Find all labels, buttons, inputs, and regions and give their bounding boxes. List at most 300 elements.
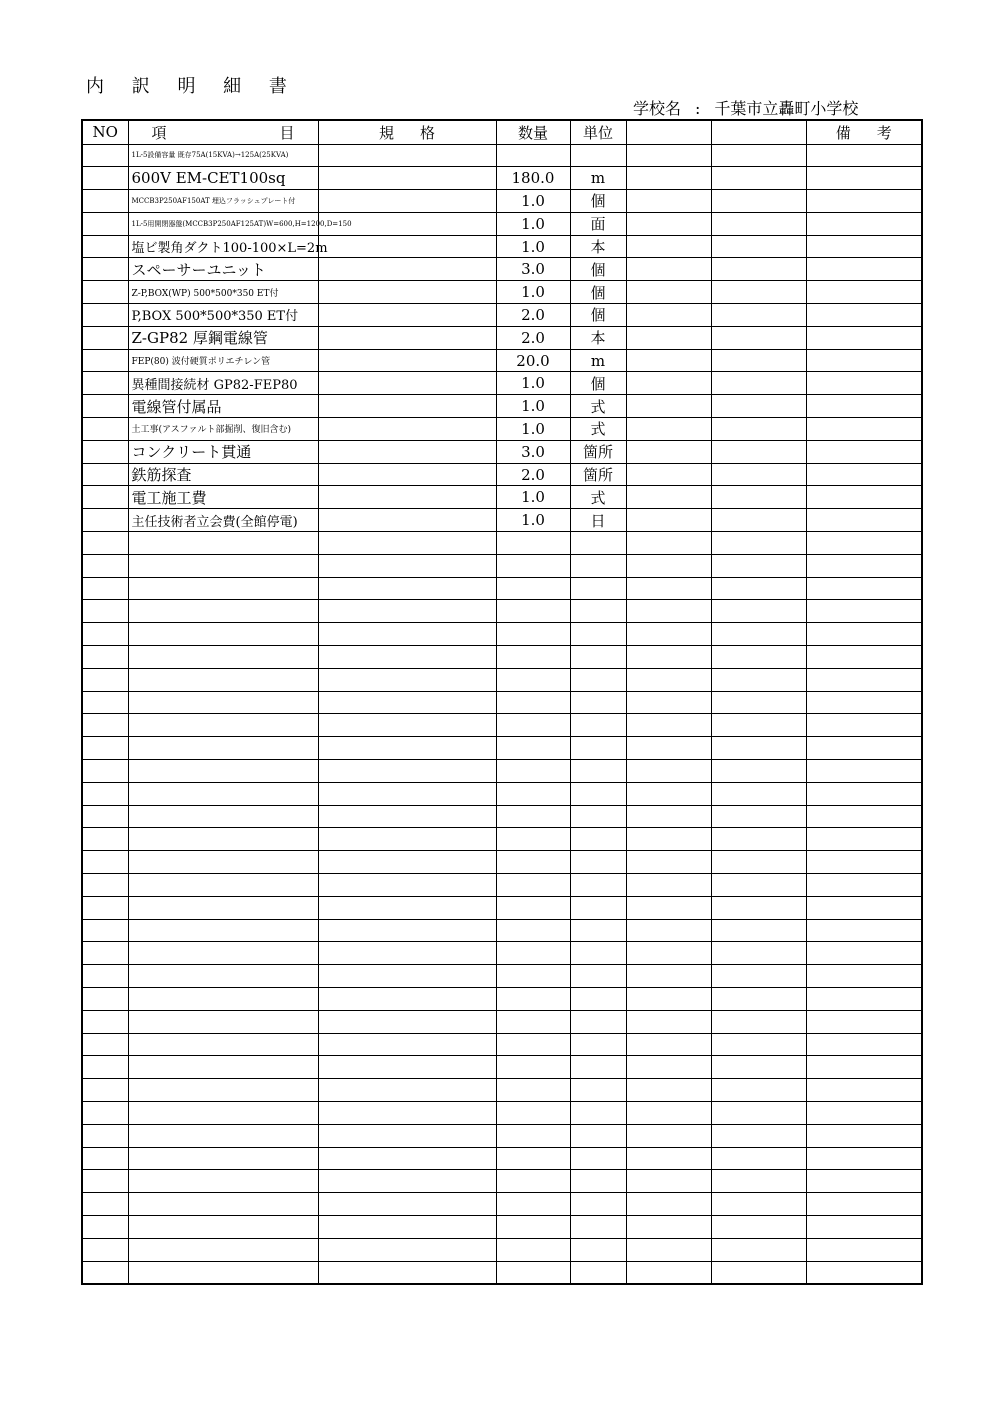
table-row-empty <box>82 577 922 600</box>
row-remarks-cell <box>806 577 922 600</box>
row-item-cell: MCCB3P250AF150AT 埋込フラッシュプレート付 <box>128 190 318 213</box>
row-spec-cell <box>318 1101 496 1124</box>
row-unit-cell <box>570 737 626 760</box>
row-qty-cell <box>496 1261 570 1284</box>
row-no-cell <box>82 235 128 258</box>
row-unit-cell <box>570 714 626 737</box>
row-remarks-cell <box>806 190 922 213</box>
table-row-empty <box>82 1238 922 1261</box>
row-unit-cell <box>570 1079 626 1102</box>
row-spec-cell <box>318 326 496 349</box>
row-extra-2-cell <box>711 1079 806 1102</box>
row-remarks-cell <box>806 1193 922 1216</box>
row-unit-cell <box>570 1033 626 1056</box>
table-row <box>82 463 922 486</box>
row-no-cell <box>82 418 128 441</box>
table-row <box>82 167 922 190</box>
table-row-empty <box>82 828 922 851</box>
row-item-cell <box>128 1193 318 1216</box>
table-row <box>82 144 922 167</box>
row-spec-cell <box>318 532 496 555</box>
row-no-cell <box>82 737 128 760</box>
row-extra-1-cell <box>626 212 711 235</box>
header-row <box>82 120 922 144</box>
row-qty-cell <box>496 623 570 646</box>
row-extra-2-cell <box>711 1101 806 1124</box>
row-no-cell <box>82 646 128 669</box>
header-extra-1 <box>626 120 711 144</box>
table-row-empty <box>82 714 922 737</box>
row-extra-1-cell <box>626 1056 711 1079</box>
row-no-cell <box>82 623 128 646</box>
row-unit-cell <box>570 851 626 874</box>
row-extra-1-cell <box>626 600 711 623</box>
row-no-cell <box>82 554 128 577</box>
row-item-cell <box>128 987 318 1010</box>
row-qty-cell <box>496 782 570 805</box>
header-remarks <box>806 120 922 144</box>
row-no-cell <box>82 1010 128 1033</box>
row-qty-cell <box>496 942 570 965</box>
header-item-b: 目 <box>279 123 295 142</box>
row-remarks-cell <box>806 486 922 509</box>
row-item-cell: 1L-5用開閉器盤(MCCB3P250AF125AT)W=600,H=1200,D=150 <box>128 212 318 235</box>
row-no-cell <box>82 851 128 874</box>
row-no-cell <box>82 896 128 919</box>
row-remarks-cell <box>806 646 922 669</box>
row-extra-1-cell <box>626 418 711 441</box>
row-qty-cell <box>496 1215 570 1238</box>
row-remarks-cell <box>806 782 922 805</box>
table-row-empty <box>82 851 922 874</box>
row-spec-cell <box>318 1261 496 1284</box>
row-remarks-cell <box>806 281 922 304</box>
row-spec-cell <box>318 167 496 190</box>
row-extra-1-cell <box>626 258 711 281</box>
row-remarks-cell <box>806 212 922 235</box>
row-qty-cell <box>496 691 570 714</box>
row-spec-cell <box>318 258 496 281</box>
row-no-cell <box>82 258 128 281</box>
row-no-cell <box>82 691 128 714</box>
row-remarks-cell <box>806 395 922 418</box>
row-spec-cell <box>318 1147 496 1170</box>
table-row-empty <box>82 874 922 897</box>
row-unit-cell <box>570 1238 626 1261</box>
row-remarks-cell <box>806 304 922 327</box>
row-qty-cell: 1.0 <box>496 281 570 304</box>
row-remarks-cell <box>806 167 922 190</box>
row-spec-cell <box>318 1170 496 1193</box>
row-unit-cell: 面 <box>570 212 626 235</box>
row-unit-cell: m <box>570 349 626 372</box>
row-item-cell <box>128 1010 318 1033</box>
row-unit-cell: 個 <box>570 190 626 213</box>
row-extra-1-cell <box>626 349 711 372</box>
row-extra-2-cell <box>711 1147 806 1170</box>
table-row <box>82 418 922 441</box>
row-extra-1-cell <box>626 714 711 737</box>
row-remarks-cell <box>806 440 922 463</box>
row-spec-cell <box>318 554 496 577</box>
table-row-empty <box>82 805 922 828</box>
row-extra-2-cell <box>711 1238 806 1261</box>
row-extra-2-cell <box>711 326 806 349</box>
row-qty-cell: 1.0 <box>496 418 570 441</box>
row-spec-cell <box>318 1033 496 1056</box>
row-extra-2-cell <box>711 577 806 600</box>
row-extra-2-cell <box>711 942 806 965</box>
row-qty-cell <box>496 1056 570 1079</box>
row-unit-cell <box>570 1056 626 1079</box>
table-row-empty <box>82 532 922 555</box>
row-remarks-cell <box>806 987 922 1010</box>
row-qty-cell <box>496 1170 570 1193</box>
row-item-cell: 塩ビ製角ダクト100-100×L=2m <box>128 235 318 258</box>
row-extra-1-cell <box>626 919 711 942</box>
row-remarks-cell <box>806 1079 922 1102</box>
table-row-empty <box>82 623 922 646</box>
row-remarks-cell <box>806 463 922 486</box>
table-row-empty <box>82 965 922 988</box>
row-spec-cell <box>318 942 496 965</box>
row-item-cell: Z-P,BOX(WP) 500*500*350 ET付 <box>128 281 318 304</box>
row-spec-cell <box>318 851 496 874</box>
table-row-empty <box>82 1033 922 1056</box>
row-item-cell <box>128 805 318 828</box>
school-label: 学校名 <box>633 99 682 118</box>
row-no-cell <box>82 965 128 988</box>
row-unit-cell: 個 <box>570 372 626 395</box>
row-extra-1-cell <box>626 326 711 349</box>
row-item-cell <box>128 1147 318 1170</box>
row-extra-2-cell <box>711 600 806 623</box>
row-extra-2-cell <box>711 1261 806 1284</box>
row-no-cell <box>82 1124 128 1147</box>
row-extra-1-cell <box>626 1193 711 1216</box>
row-extra-2-cell <box>711 646 806 669</box>
row-spec-cell <box>318 646 496 669</box>
row-item-cell <box>128 1079 318 1102</box>
row-extra-2-cell <box>711 509 806 532</box>
row-extra-2-cell <box>711 987 806 1010</box>
row-item-cell <box>128 760 318 783</box>
row-unit-cell: 式 <box>570 395 626 418</box>
row-remarks-cell <box>806 1170 922 1193</box>
row-no-cell <box>82 874 128 897</box>
row-remarks-cell <box>806 874 922 897</box>
row-remarks-cell <box>806 760 922 783</box>
row-item-cell <box>128 965 318 988</box>
table-row <box>82 212 922 235</box>
row-extra-2-cell <box>711 1056 806 1079</box>
table-row <box>82 440 922 463</box>
row-spec-cell <box>318 281 496 304</box>
row-remarks-cell <box>806 805 922 828</box>
row-extra-1-cell <box>626 304 711 327</box>
row-spec-cell <box>318 828 496 851</box>
table-body <box>82 144 922 1284</box>
row-unit-cell: 個 <box>570 258 626 281</box>
row-spec-cell <box>318 1010 496 1033</box>
row-spec-cell <box>318 965 496 988</box>
row-extra-2-cell <box>711 851 806 874</box>
row-qty-cell <box>496 554 570 577</box>
row-extra-2-cell <box>711 532 806 555</box>
table-row-empty <box>82 1147 922 1170</box>
row-qty-cell: 1.0 <box>496 190 570 213</box>
row-qty-cell <box>496 874 570 897</box>
row-unit-cell <box>570 896 626 919</box>
row-extra-2-cell <box>711 395 806 418</box>
row-item-cell <box>128 874 318 897</box>
row-qty-cell <box>496 1124 570 1147</box>
row-remarks-cell <box>806 600 922 623</box>
school-name: 千葉市立轟町小学校 <box>714 99 859 118</box>
row-extra-1-cell <box>626 1215 711 1238</box>
row-unit-cell <box>570 1170 626 1193</box>
row-extra-1-cell <box>626 942 711 965</box>
row-no-cell <box>82 600 128 623</box>
row-extra-2-cell <box>711 1124 806 1147</box>
row-item-cell <box>128 600 318 623</box>
row-extra-1-cell <box>626 691 711 714</box>
table-row-empty <box>82 942 922 965</box>
row-qty-cell: 1.0 <box>496 212 570 235</box>
row-extra-1-cell <box>626 463 711 486</box>
row-remarks-cell <box>806 691 922 714</box>
row-item-cell <box>128 828 318 851</box>
row-spec-cell <box>318 577 496 600</box>
row-unit-cell <box>570 1147 626 1170</box>
table-row-empty <box>82 600 922 623</box>
row-remarks-cell <box>806 418 922 441</box>
row-item-cell <box>128 1101 318 1124</box>
row-no-cell <box>82 190 128 213</box>
row-extra-1-cell <box>626 987 711 1010</box>
header-item <box>128 120 318 144</box>
row-extra-1-cell <box>626 828 711 851</box>
breakdown-table <box>81 119 923 1285</box>
row-spec-cell <box>318 782 496 805</box>
row-remarks-cell <box>806 235 922 258</box>
row-item-cell: 電線管付属品 <box>128 395 318 418</box>
row-remarks-cell <box>806 554 922 577</box>
row-qty-cell: 3.0 <box>496 440 570 463</box>
row-qty-cell: 1.0 <box>496 509 570 532</box>
row-extra-1-cell <box>626 577 711 600</box>
row-remarks-cell <box>806 326 922 349</box>
table-row-empty <box>82 1056 922 1079</box>
header-spec-a: 規 <box>378 123 394 142</box>
row-extra-1-cell <box>626 190 711 213</box>
row-unit-cell <box>570 668 626 691</box>
row-qty-cell <box>496 896 570 919</box>
row-extra-2-cell <box>711 463 806 486</box>
row-item-cell <box>128 782 318 805</box>
row-qty-cell: 20.0 <box>496 349 570 372</box>
row-unit-cell <box>570 828 626 851</box>
row-item-cell: コンクリート貫通 <box>128 440 318 463</box>
row-extra-2-cell <box>711 554 806 577</box>
row-no-cell <box>82 281 128 304</box>
row-no-cell <box>82 942 128 965</box>
row-no-cell <box>82 326 128 349</box>
table-row <box>82 509 922 532</box>
row-remarks-cell <box>806 668 922 691</box>
school-separator: : <box>695 99 701 118</box>
table-row-empty <box>82 691 922 714</box>
row-no-cell <box>82 212 128 235</box>
row-remarks-cell <box>806 349 922 372</box>
row-extra-2-cell <box>711 349 806 372</box>
row-extra-1-cell <box>626 1101 711 1124</box>
row-extra-2-cell <box>711 691 806 714</box>
row-no-cell <box>82 463 128 486</box>
row-spec-cell <box>318 1238 496 1261</box>
row-qty-cell: 1.0 <box>496 235 570 258</box>
row-extra-2-cell <box>711 486 806 509</box>
row-qty-cell <box>496 1010 570 1033</box>
row-item-cell <box>128 714 318 737</box>
row-extra-2-cell <box>711 1193 806 1216</box>
row-extra-2-cell <box>711 440 806 463</box>
row-qty-cell <box>496 737 570 760</box>
row-spec-cell <box>318 668 496 691</box>
row-no-cell <box>82 1147 128 1170</box>
row-extra-1-cell <box>626 1079 711 1102</box>
row-extra-1-cell <box>626 167 711 190</box>
row-remarks-cell <box>806 623 922 646</box>
row-extra-2-cell <box>711 1033 806 1056</box>
row-qty-cell <box>496 714 570 737</box>
row-unit-cell: m <box>570 167 626 190</box>
table-row-empty <box>82 737 922 760</box>
table-row-empty <box>82 1101 922 1124</box>
header-extra-2 <box>711 120 806 144</box>
row-spec-cell <box>318 714 496 737</box>
row-extra-1-cell <box>626 668 711 691</box>
row-no-cell <box>82 372 128 395</box>
row-unit-cell <box>570 691 626 714</box>
row-item-cell <box>128 623 318 646</box>
table-row <box>82 486 922 509</box>
row-spec-cell <box>318 372 496 395</box>
row-no-cell <box>82 577 128 600</box>
table-row <box>82 235 922 258</box>
table-row-empty <box>82 1193 922 1216</box>
row-spec-cell <box>318 987 496 1010</box>
row-item-cell <box>128 737 318 760</box>
row-spec-cell <box>318 349 496 372</box>
row-qty-cell <box>496 646 570 669</box>
row-item-cell: スペーサーユニット <box>128 258 318 281</box>
row-spec-cell <box>318 418 496 441</box>
row-spec-cell <box>318 691 496 714</box>
row-extra-1-cell <box>626 1170 711 1193</box>
row-qty-cell <box>496 987 570 1010</box>
row-item-cell: 600V EM-CET100sq <box>128 167 318 190</box>
row-item-cell: 主任技術者立会費(全館停電) <box>128 509 318 532</box>
row-item-cell <box>128 1124 318 1147</box>
row-item-cell <box>128 896 318 919</box>
row-unit-cell <box>570 919 626 942</box>
row-extra-2-cell <box>711 805 806 828</box>
row-remarks-cell <box>806 828 922 851</box>
row-unit-cell <box>570 600 626 623</box>
row-spec-cell <box>318 440 496 463</box>
table-row-empty <box>82 1215 922 1238</box>
table-row-empty <box>82 1079 922 1102</box>
row-remarks-cell <box>806 1261 922 1284</box>
header-spec-b: 格 <box>420 123 436 142</box>
row-unit-cell <box>570 1215 626 1238</box>
table-row <box>82 304 922 327</box>
row-item-cell <box>128 668 318 691</box>
row-no-cell <box>82 919 128 942</box>
row-qty-cell <box>496 1101 570 1124</box>
row-extra-1-cell <box>626 896 711 919</box>
row-remarks-cell <box>806 896 922 919</box>
row-spec-cell <box>318 1056 496 1079</box>
table-row-empty <box>82 1010 922 1033</box>
row-unit-cell: 個 <box>570 304 626 327</box>
row-remarks-cell <box>806 851 922 874</box>
row-no-cell <box>82 1170 128 1193</box>
row-remarks-cell <box>806 714 922 737</box>
row-remarks-cell <box>806 1215 922 1238</box>
row-remarks-cell <box>806 1147 922 1170</box>
school-line <box>633 96 858 119</box>
row-item-cell: 1L-5設備容量 既存75A(15KVA)→125A(25KVA) <box>128 144 318 167</box>
row-qty-cell: 2.0 <box>496 463 570 486</box>
row-qty-cell <box>496 1079 570 1102</box>
row-unit-cell: 本 <box>570 326 626 349</box>
row-no-cell <box>82 1193 128 1216</box>
row-unit-cell: 箇所 <box>570 440 626 463</box>
row-extra-1-cell <box>626 395 711 418</box>
row-extra-2-cell <box>711 281 806 304</box>
row-no-cell <box>82 987 128 1010</box>
header-remarks-b: 考 <box>876 123 892 142</box>
document-title: 内 訳 明 細 書 <box>86 76 298 97</box>
row-spec-cell <box>318 395 496 418</box>
row-extra-1-cell <box>626 760 711 783</box>
row-unit-cell <box>570 144 626 167</box>
row-extra-1-cell <box>626 805 711 828</box>
table-row-empty <box>82 987 922 1010</box>
row-extra-1-cell <box>626 782 711 805</box>
row-extra-1-cell <box>626 144 711 167</box>
row-extra-1-cell <box>626 851 711 874</box>
row-remarks-cell <box>806 532 922 555</box>
row-qty-cell <box>496 668 570 691</box>
row-extra-1-cell <box>626 440 711 463</box>
row-unit-cell <box>570 942 626 965</box>
table-row <box>82 372 922 395</box>
row-extra-1-cell <box>626 1033 711 1056</box>
row-item-cell <box>128 1238 318 1261</box>
row-extra-1-cell <box>626 486 711 509</box>
row-extra-2-cell <box>711 235 806 258</box>
row-spec-cell <box>318 509 496 532</box>
table-row-empty <box>82 760 922 783</box>
row-extra-2-cell <box>711 896 806 919</box>
row-no-cell <box>82 532 128 555</box>
row-extra-1-cell <box>626 1238 711 1261</box>
row-extra-2-cell <box>711 828 806 851</box>
row-qty-cell: 2.0 <box>496 326 570 349</box>
